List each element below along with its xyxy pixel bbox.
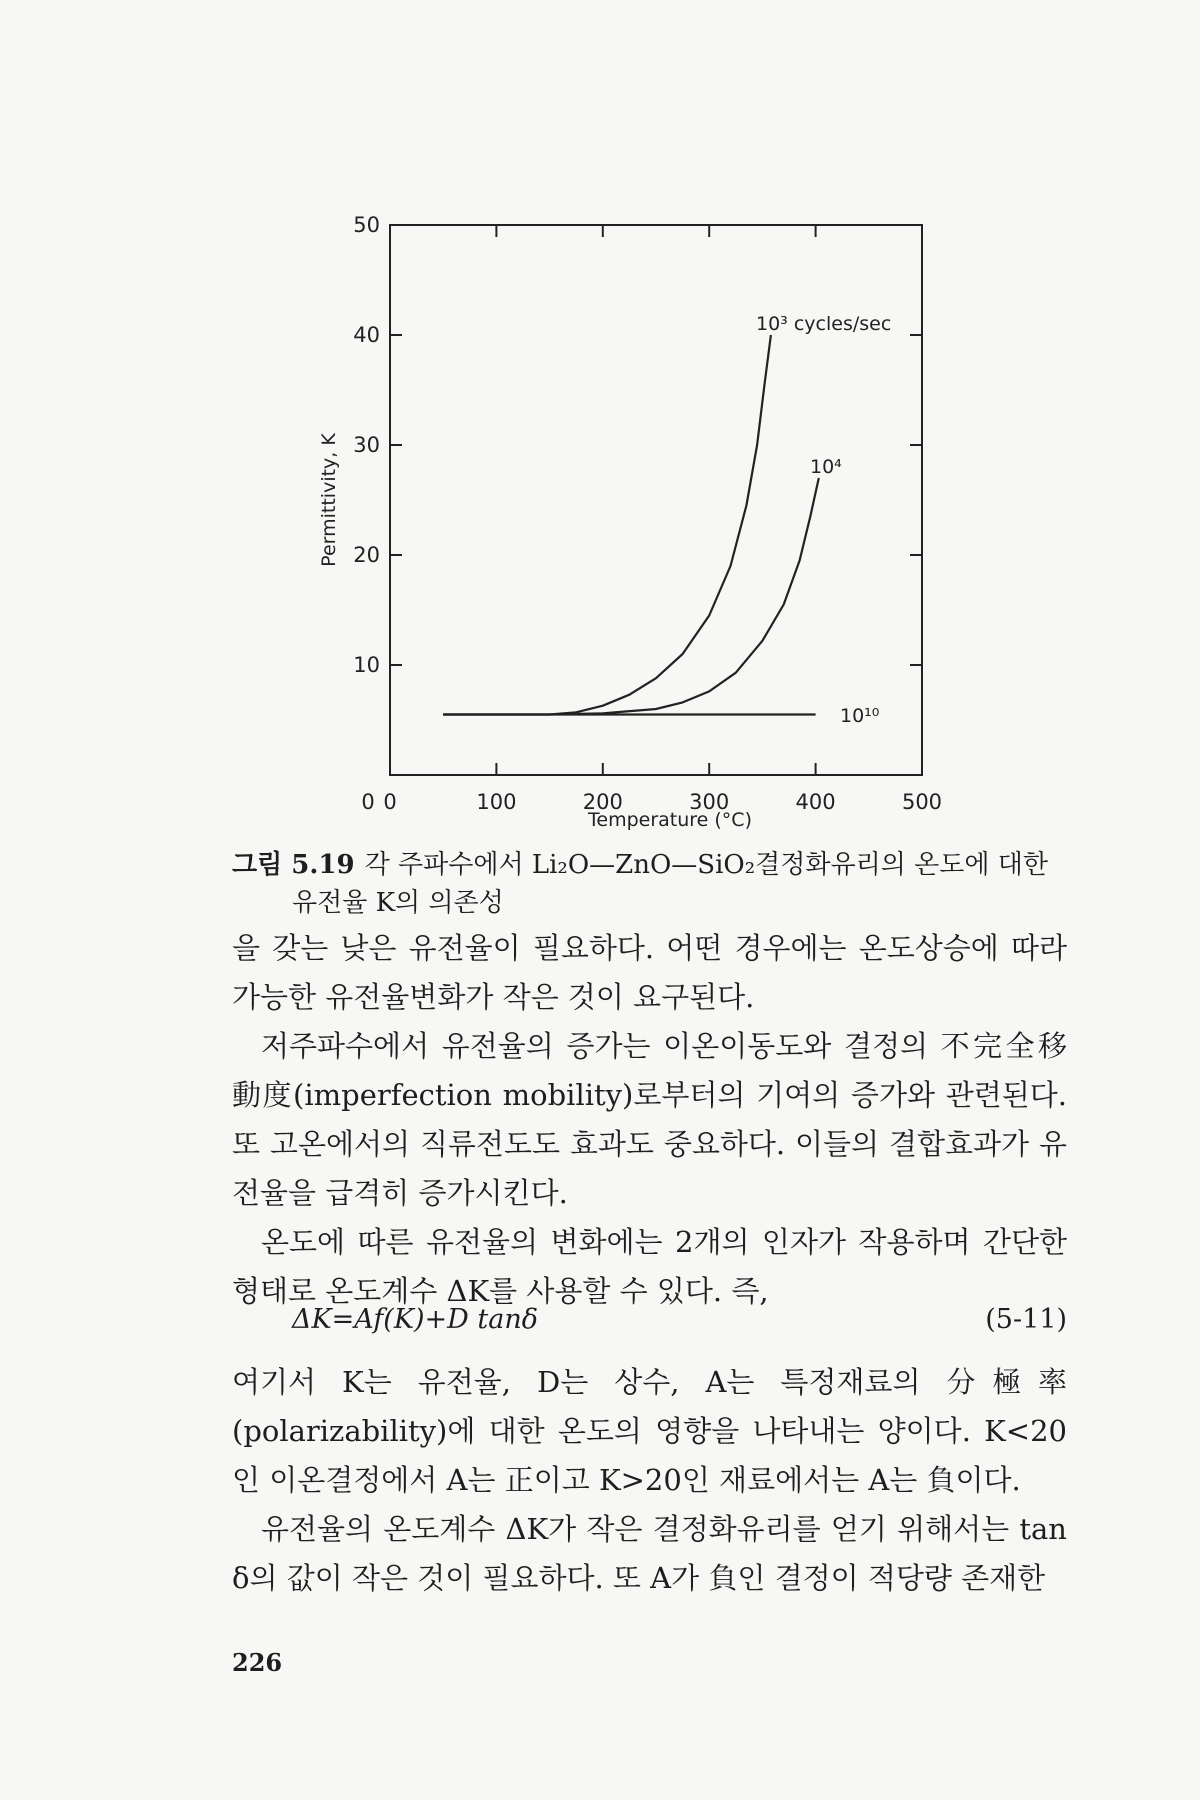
series-line-0: [443, 335, 771, 715]
body-text: [232, 924, 1067, 1316]
caption-line-2: 유전율 K의 의존성: [292, 888, 504, 918]
x-tick-label: 0: [383, 790, 397, 814]
y-tick-label: 50: [353, 213, 380, 237]
paragraph: 저주파수에서 유전율의 증가는 이온이동도와 결정의 不完全移動度(imperfection mobility)로부터의 기여의 증가와 관련된다. 또 고온에서의 직류전도도 효과도 중요하다. 이들의 결합효과가 유전율을 급격히 증가시킨다.: [232, 1029, 1067, 1210]
x-tick-label: 500: [901, 790, 943, 814]
paragraph: 을 갖는 낮은 유전율이 필요하다. 어떤 경우에는 온도상승에 따라 가능한 유전율변화가 작은 것이 요구된다.: [232, 931, 1067, 1014]
permittivity-chart: [0, 0, 1200, 840]
y-tick-label: 0: [361, 790, 375, 814]
caption-line-1: 각 주파수에서 Li₂O—ZnO—SiO₂결정화유리의 온도에 대한: [364, 850, 1048, 880]
plot-frame: [390, 225, 922, 775]
paragraph: 온도에 따른 유전율의 변화에는 2개의 인자가 작용하며 간단한 형태로 온도계수 ΔK를 사용할 수 있다. 즉,: [232, 1225, 1067, 1308]
x-tick-label: 300: [689, 790, 730, 814]
series-lines: [443, 335, 819, 715]
paragraph: 유전율의 온도계수 ΔK가 작은 결정화유리를 얻기 위해서는 tan δ의 값이 작은 것이 필요하다. 또 A가 負인 결정이 적당량 존재한: [232, 1512, 1067, 1595]
y-tick-label: 40: [353, 323, 380, 347]
figure-number: 그림 5.19: [232, 850, 355, 880]
y-tick-label: 20: [353, 543, 380, 567]
y-tick-label: 10: [353, 653, 380, 677]
x-tick-label: 200: [582, 790, 623, 814]
figure-caption: [232, 846, 1072, 922]
y-tick-label: 30: [353, 433, 380, 457]
body-text-2: [232, 1358, 1067, 1603]
series-label-1e4: 10⁴: [810, 456, 842, 478]
x-tick-label: 100: [476, 790, 517, 814]
equation-expression: ΔK=Af(K)+D tanδ: [292, 1304, 538, 1335]
equation-number: (5-11): [985, 1304, 1067, 1335]
x-tick-label: 400: [795, 790, 836, 814]
series-label-1e10: 10¹⁰: [840, 705, 880, 727]
series-line-1: [443, 478, 819, 715]
series-label-1e3: 10³ cycles/sec: [756, 313, 892, 335]
paragraph: 여기서 K는 유전율, D는 상수, A는 특정재료의 分極率(polarizability)에 대한 온도의 영향을 나타내는 양이다. K<20인 이온결정에서 A는 正이고 K>20인 재료에서는 A는 負이다.: [232, 1365, 1067, 1497]
y-axis-label: Permittivity, K: [318, 433, 340, 567]
page-number: 226: [232, 1648, 283, 1677]
x-axis-label: Temperature (°C): [588, 809, 752, 831]
